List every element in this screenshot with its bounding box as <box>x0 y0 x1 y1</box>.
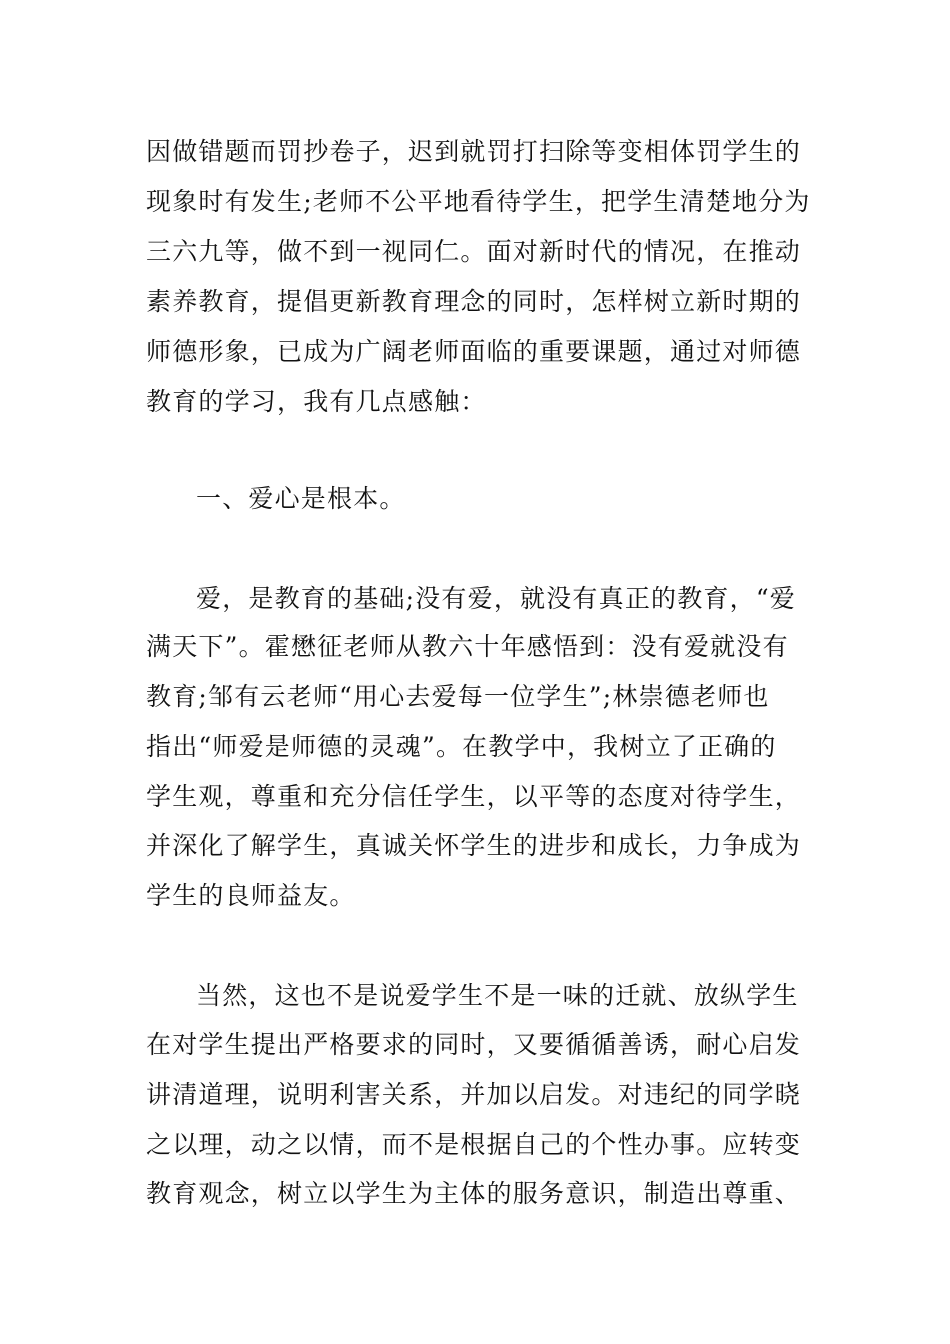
text-line: 现象时有发生;老师不公平地看待学生，把学生清楚地分为 <box>146 187 811 216</box>
text-line: 教育观念，树立以学生为主体的服务意识，制造出尊重、 <box>146 1179 802 1208</box>
heading-text: 一、爱心是根本。 <box>196 484 406 513</box>
text-line: 并深化了解学生，真诚关怀学生的进步和成长，力争成为 <box>146 831 802 860</box>
text-line: 素养教育，提倡更新教育理念的同时，怎样树立新时期的 <box>146 287 802 316</box>
text-line: 三六九等，做不到一视同仁。面对新时代的情况，在推动 <box>146 237 802 266</box>
text-line: 指出“师爱是师德的灵魂”。在教学中，我树立了正确的 <box>146 732 777 761</box>
text-line: 在对学生提出严格要求的同时，又要循循善诱，耐心启发 <box>146 1030 802 1059</box>
text-line: 当然，这也不是说爱学生不是一味的迁就、放纵学生 <box>196 981 799 1010</box>
text-line: 学生的良师益友。 <box>146 881 356 910</box>
text-line: 教育的学习，我有几点感触： <box>146 387 487 416</box>
text-line: 学生观，尊重和充分信任学生，以平等的态度对待学生， <box>146 782 802 811</box>
text-line: 教育;邹有云老师“用心去爱每一位学生”;林崇德老师也 <box>146 682 770 711</box>
text-line: 因做错题而罚抄卷子，迟到就罚打扫除等变相体罚学生的 <box>146 137 802 166</box>
text-line: 爱，是教育的基础;没有爱，就没有真正的教育，“爱 <box>196 584 797 613</box>
text-line: 满天下”。霍懋征老师从教六十年感悟到：没有爱就没有 <box>146 632 789 661</box>
text-line: 之以理，动之以情，而不是根据自己的个性办事。应转变 <box>146 1130 802 1159</box>
text-line: 师德形象，已成为广阔老师面临的重要课题，通过对师德 <box>146 337 802 366</box>
text-line: 讲清道理，说明利害关系，并加以启发。对违纪的同学晓 <box>146 1080 802 1109</box>
